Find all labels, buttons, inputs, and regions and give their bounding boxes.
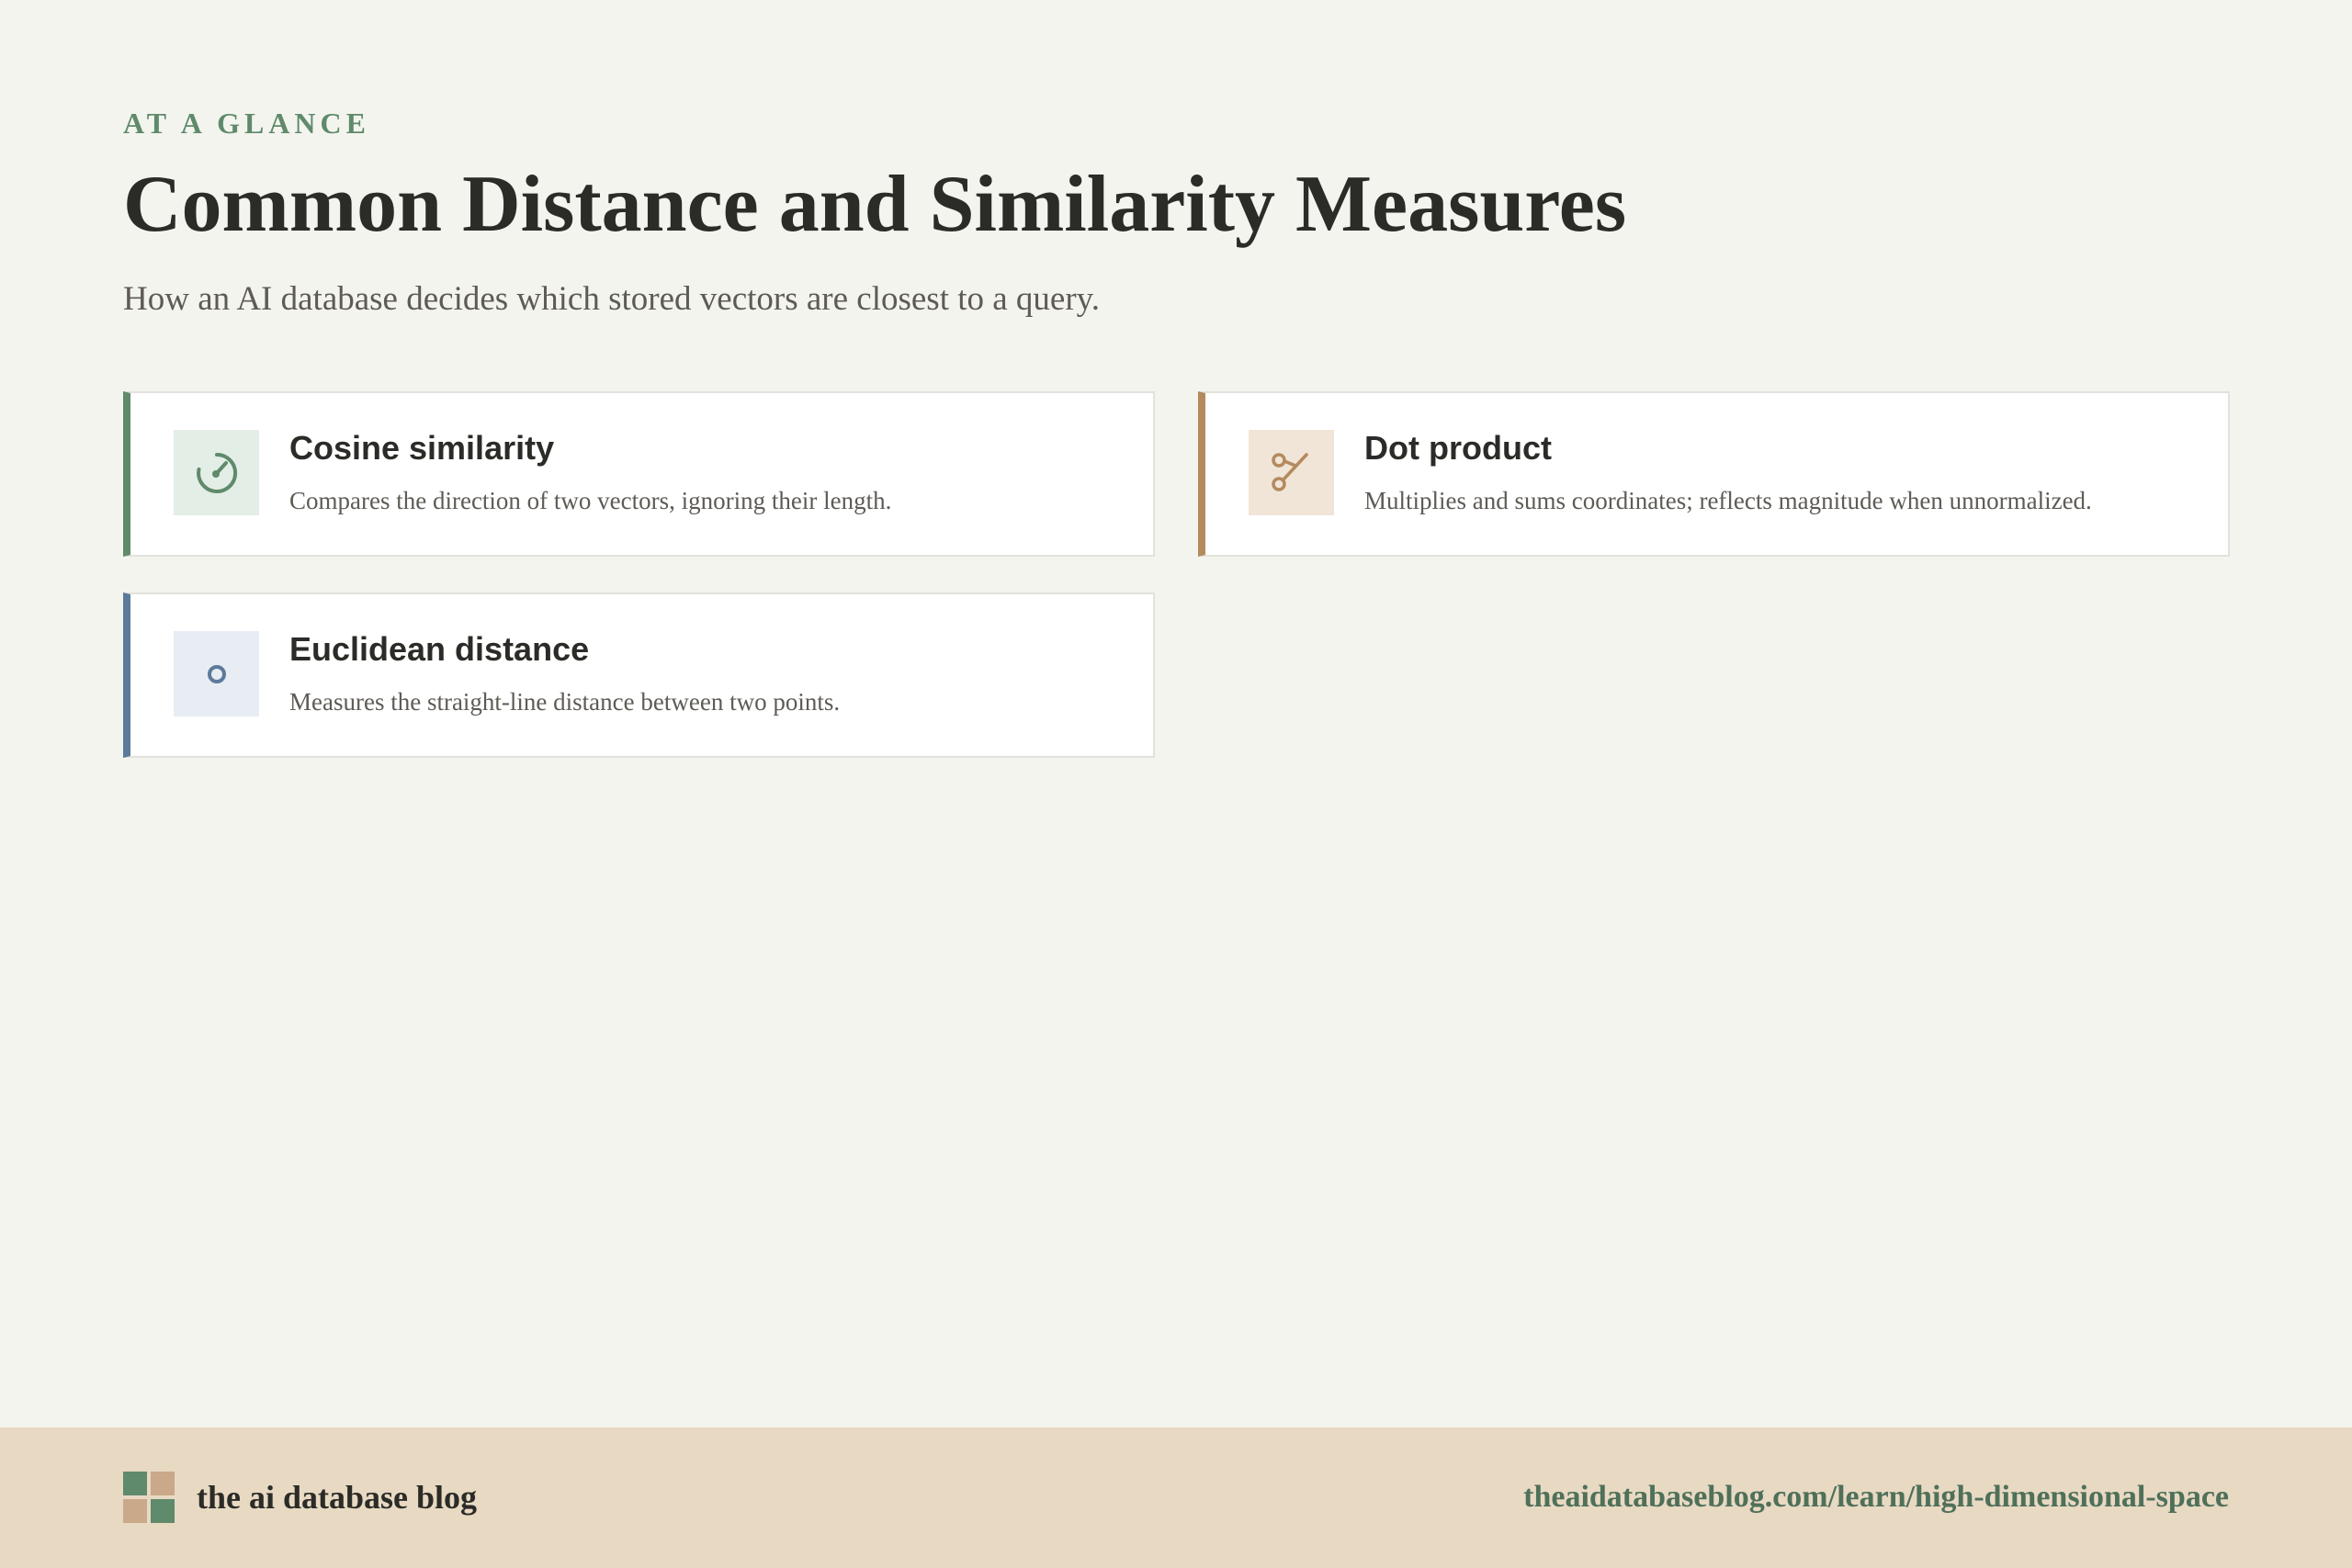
card-description: Compares the direction of two vectors, ignoring their length.	[289, 487, 892, 514]
logo-grid-icon	[123, 1472, 175, 1523]
brand-name: the ai database blog	[197, 1479, 478, 1516]
card-cosine-similarity	[123, 391, 1155, 557]
card-euclidean-distance	[123, 592, 1155, 758]
card-title: Cosine similarity	[289, 429, 555, 467]
page-title: Common Distance and Similarity Measures	[123, 160, 1627, 249]
card-dot-product	[1198, 391, 2230, 557]
footer	[0, 1427, 2352, 1568]
eyebrow-label: AT A GLANCE	[123, 107, 370, 140]
card-description: Measures the straight-line distance between two points.	[289, 688, 841, 716]
card-title: Euclidean distance	[289, 630, 590, 668]
card-title: Dot product	[1364, 429, 1552, 467]
vector-nodes-icon	[1249, 430, 1334, 515]
brand[interactable]	[123, 1472, 477, 1523]
page-subtitle: How an AI database decides which stored vectors are closest to a query.	[123, 280, 1101, 318]
card-description: Multiplies and sums coordinates; reflects magnitude when unnormalized.	[1364, 487, 2092, 514]
point-circle-icon	[174, 631, 259, 716]
footer-url-link[interactable]: theaidatabaseblog.com/learn/high-dimensional-space	[1523, 1480, 2229, 1514]
gauge-icon	[174, 430, 259, 515]
